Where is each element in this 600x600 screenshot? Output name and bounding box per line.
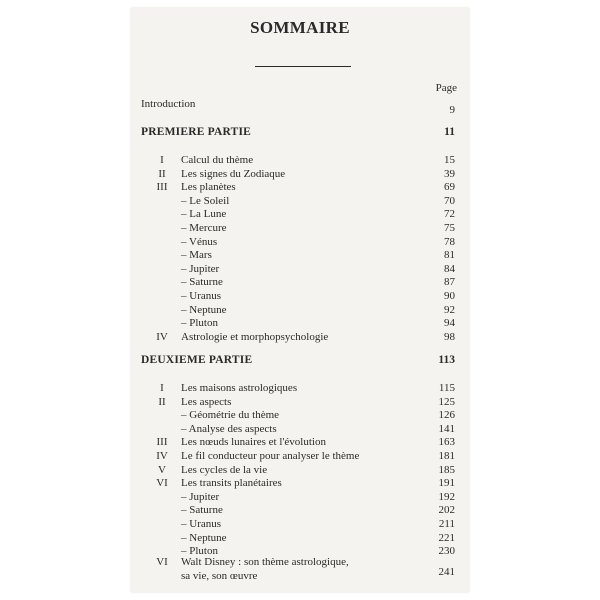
toc-page: 202: [438, 504, 455, 517]
toc-label: Les cycles de la vie: [181, 463, 268, 476]
toc-label: Calcul du thème: [181, 154, 254, 166]
toc-label: Le fil conducteur pour analyser le thème: [181, 450, 360, 462]
toc-page: 98: [444, 330, 455, 343]
toc-page: 15: [444, 154, 455, 166]
toc-number: VI: [156, 477, 168, 490]
title-divider: [255, 66, 351, 67]
toc-label: Les maisons astrologiques: [181, 382, 298, 394]
toc-number: VI: [156, 556, 168, 568]
toc-page: 94: [444, 317, 455, 330]
toc-label-line2: sa vie, son œuvre: [181, 570, 258, 582]
toc-label: – Saturne: [181, 504, 223, 517]
toc-page: 125: [438, 395, 455, 408]
toc-label: – Vénus: [181, 235, 218, 248]
toc-page: 70: [444, 194, 455, 207]
page-title: SOMMAIRE: [250, 18, 350, 37]
toc-label: – Saturne: [181, 276, 223, 289]
toc-label: Les transits planétaires: [181, 477, 282, 490]
toc-page: 126: [438, 409, 455, 422]
page-column-header: Page: [435, 82, 457, 94]
toc-label: [181, 555, 349, 583]
toc-label: – Géométrie du thème: [181, 409, 280, 422]
toc-label: – Uranus: [181, 290, 222, 302]
toc-page: 181: [438, 450, 455, 462]
toc-page: 9: [449, 104, 455, 116]
toc-page: 163: [438, 436, 455, 449]
section-title: DEUXIEME PARTIE: [141, 354, 253, 366]
toc-page: 191: [438, 477, 455, 490]
toc-label: – Mercure: [181, 222, 227, 234]
book-page: [131, 8, 469, 592]
toc-label: – Le Soleil: [181, 194, 230, 207]
toc-page: 39: [444, 167, 455, 180]
toc-label-line1: Walt Disney : son thème astrologique,: [181, 556, 349, 568]
toc-label: – Analyse des aspects: [181, 422, 277, 435]
toc-page: 84: [444, 262, 455, 275]
toc-page: 78: [444, 235, 455, 248]
toc-number: II: [158, 395, 166, 408]
toc-page: 87: [444, 276, 455, 289]
section-title: PREMIERE PARTIE: [141, 126, 252, 138]
toc-page: 115: [438, 382, 455, 394]
toc-number: II: [158, 167, 166, 180]
toc-number: I: [160, 382, 164, 394]
toc-page: 192: [438, 490, 455, 503]
toc-label: – Neptune: [181, 303, 227, 316]
toc-number: III: [156, 436, 168, 449]
section-page: 11: [444, 126, 455, 138]
toc-page: 185: [438, 463, 455, 476]
toc-page: 90: [444, 290, 455, 302]
toc-page: 230: [438, 545, 455, 558]
toc-label: – Jupiter: [181, 490, 220, 503]
toc-number: IV: [156, 450, 168, 462]
toc-number: III: [156, 181, 168, 194]
toc-label: – Pluton: [181, 317, 218, 330]
toc-label: Les nœuds lunaires et l'évolution: [181, 436, 326, 449]
toc-label: – Pluton: [181, 545, 218, 558]
toc-label: – La Lune: [181, 208, 227, 221]
toc-label: Les planètes: [181, 181, 236, 194]
toc-page: 211: [438, 518, 455, 530]
toc-page: 141: [438, 422, 455, 435]
section-page: 113: [438, 354, 455, 366]
toc-page: 241: [438, 566, 455, 578]
toc-page: 81: [444, 249, 455, 262]
toc-page: 69: [444, 181, 455, 194]
toc-number: IV: [156, 330, 168, 343]
toc-label: – Mars: [181, 249, 212, 262]
toc-page: 72: [444, 208, 455, 221]
toc-label: Les aspects: [181, 395, 232, 408]
toc-label: Introduction: [141, 98, 196, 110]
toc-number: I: [160, 154, 164, 166]
toc-label: Astrologie et morphopsychologie: [181, 330, 329, 343]
toc-label: Les signes du Zodiaque: [181, 167, 286, 180]
toc-label: – Uranus: [181, 518, 222, 530]
toc-label: – Neptune: [181, 531, 227, 544]
toc-page: 92: [444, 303, 455, 316]
toc-page: 221: [438, 531, 455, 544]
toc-number: V: [158, 463, 166, 476]
toc-label: – Jupiter: [181, 262, 220, 275]
toc-page: 75: [444, 222, 455, 234]
